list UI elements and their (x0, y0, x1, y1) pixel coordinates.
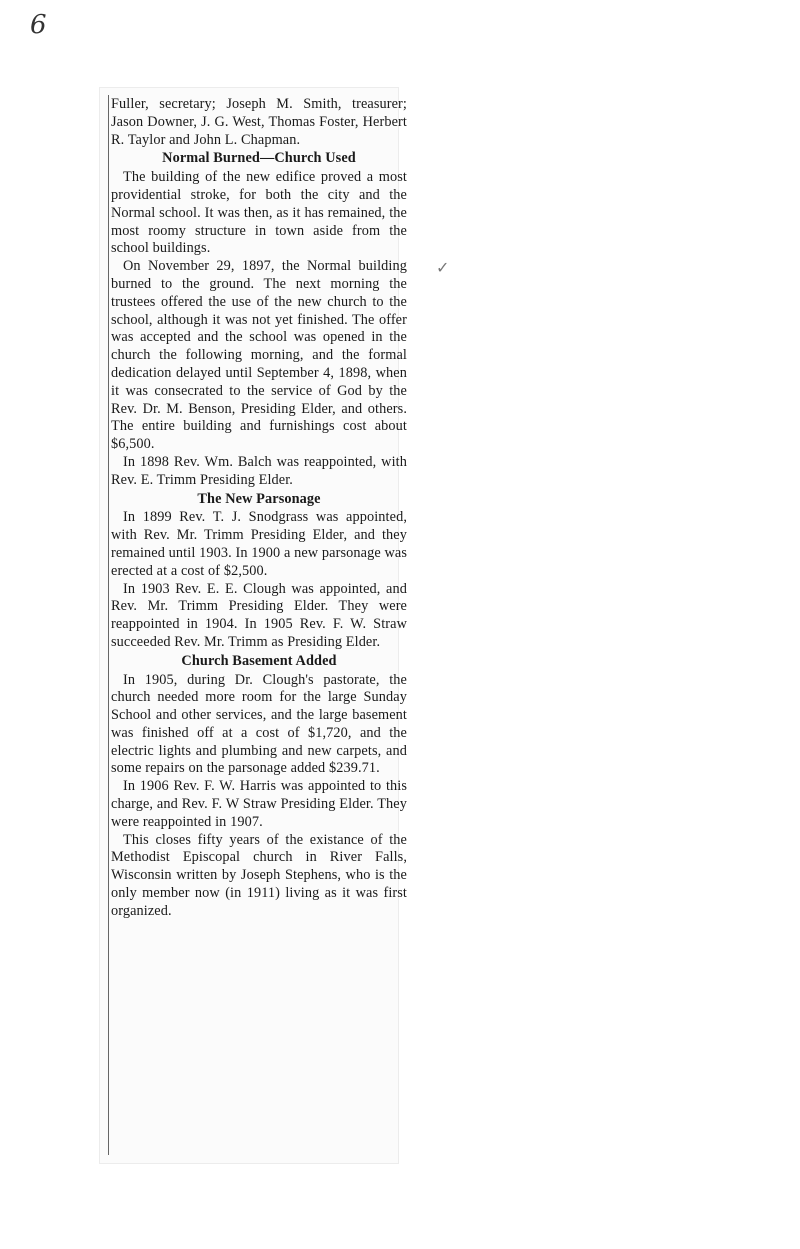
article-paragraph: In 1903 Rev. E. E. Clough was appointed, and Rev. Mr. Trimm Presiding Elder. They were reappointed in 1904. In 1905 Rev. F. W. Straw succeeded Rev. Mr. Trimm as Presiding Elder. (111, 580, 407, 650)
check-mark-icon: ✓ (436, 260, 450, 277)
section-heading: Normal Burned—Church Used (162, 150, 356, 167)
clipping-edge-line (108, 95, 109, 1155)
section-heading: Church Basement Added (181, 652, 337, 669)
article-paragraph: Fuller, secretary; Joseph M. Smith, treasurer; Jason Downer, J. G. West, Thomas Foster, Herbert R. Taylor and John L. Chapman. (111, 96, 407, 148)
section-heading: The New Parsonage (197, 490, 321, 507)
article-paragraph: In 1899 Rev. T. J. Snodgrass was appointed, with Rev. Mr. Trimm Presiding Elder, and they remained until 1903. In 1900 a new parsonage was erected at a cost of $2,500. (111, 509, 407, 579)
article-paragraph: The building of the new edifice proved a most providential stroke, for both the city and the Normal school. It was then, as it has remained, the most roomy structure in town aside from the school buildings. (111, 169, 407, 257)
article-column (111, 96, 407, 921)
page-number: 6 (30, 10, 47, 40)
article-paragraph: In 1905, during Dr. Clough's pastorate, the church needed more room for the large Sunday School and other services, and the large basement was finished off at a cost of $1,720, and the electric lights and plumbing and new carpets, and some repairs on the parsonage added $239.71. (111, 671, 407, 777)
article-paragraph: On November 29, 1897, the Normal building burned to the ground. The next morning the trustees offered the use of the new church to the school, although it was not yet finished. The offer was accepted and the school was opened in the church the following morning, and the formal dedication delayed until September 4, 1898, when it was consecrated to the service of God by the Rev. Dr. M. Benson, Presiding Elder, and others. The entire building and furnishings cost about $6,500. (111, 258, 407, 453)
article-paragraph: In 1906 Rev. F. W. Harris was appointed to this charge, and Rev. F. W Straw Presiding Elder. They were reappointed in 1907. (111, 778, 407, 830)
article-paragraph: This closes fifty years of the existance of the Methodist Episcopal church in River Falls, Wisconsin written by Joseph Stephens, who is the only member now (in 1911) living as it was first organized. (111, 831, 407, 919)
article-paragraph: In 1898 Rev. Wm. Balch was reappointed, with Rev. E. Trimm Presiding Elder. (111, 453, 407, 488)
